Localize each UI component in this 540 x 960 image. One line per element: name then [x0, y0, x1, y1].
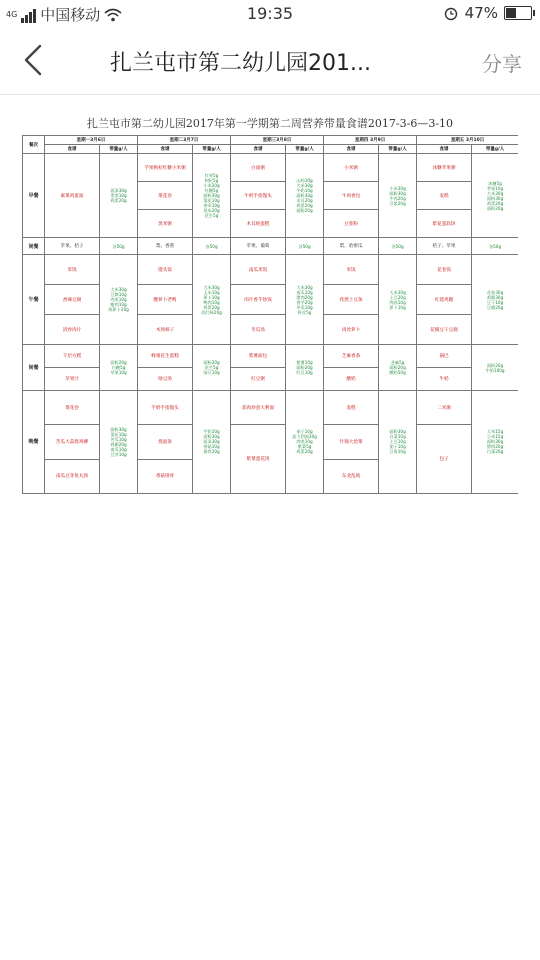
network-type-label: 4G — [6, 10, 18, 19]
amount-line: 牛奶100g — [485, 367, 505, 373]
dish-name: 绿豆汤 — [138, 368, 193, 391]
snack-amount: 各50g — [472, 238, 518, 255]
dish-name: 清炒肉片 — [45, 315, 100, 345]
snack-amount: 各50g — [100, 238, 138, 255]
amount-line: 面粉20g — [296, 365, 313, 370]
amount-line: 鸡蛋20g — [296, 449, 313, 455]
snack-dish: 桔子、苹果 — [417, 238, 472, 255]
amount-line: 鸡蛋20g — [296, 203, 313, 208]
amount-line: 面粉30g — [110, 426, 127, 432]
meal-label: 间餐 — [23, 345, 45, 391]
day-header: 星期五 3月10日 — [417, 136, 518, 145]
amount-line: 土豆10g — [389, 439, 406, 445]
amount-line: 鸡蛋20g — [486, 200, 504, 206]
recipe-header: 食谱 — [45, 145, 100, 154]
amount-line: 瘦肉10g — [110, 302, 127, 307]
dish-name: 小米粥 — [324, 154, 379, 182]
dish-name: 菜花卷 — [138, 182, 193, 210]
alarm-icon — [443, 5, 459, 21]
dish-name: 蜂蜜花生蛋糕 — [138, 345, 193, 368]
amount-line: 茄子10g — [389, 444, 406, 450]
dish-name: 木耳炖蛋糕 — [231, 210, 286, 238]
amount-line: 面粉30g — [203, 193, 220, 198]
dish-name: 肉丝萝卜 — [324, 315, 379, 345]
snack-dish: 苹果、桔子 — [45, 238, 100, 255]
dish-amounts — [472, 154, 518, 238]
amount-line: 苹果10g — [110, 370, 127, 375]
amount-line: 面粉30g — [486, 439, 504, 445]
menu-title: 扎兰屯市第二幼儿园2017年第一学期第二周营养带量食谱2017-3-6—3-10 — [86, 117, 454, 130]
dish-name: 南瓜米饭 — [231, 255, 286, 285]
amount-line: 白菜10g — [389, 434, 406, 440]
amount-header: 带量g/人 — [379, 145, 417, 154]
amount-line: 鸡柳20g — [110, 441, 127, 447]
amount-line: 大米30g — [486, 190, 504, 196]
amount-line: 茄子10g — [296, 429, 313, 435]
amount-line: 面粉30g — [389, 429, 406, 435]
amount-line: 酸奶50g — [389, 370, 406, 375]
dish-amounts — [379, 345, 417, 391]
amount-line: 红枣5g — [204, 173, 219, 178]
dish-name: 千层方糕 — [45, 345, 100, 368]
amount-line: 胡萝卜10g — [108, 307, 129, 312]
dish-name: 芝麻香条 — [324, 345, 379, 368]
dish-amounts — [286, 255, 324, 345]
amount-line: 枸杞5g — [204, 178, 219, 183]
amount-line: 豆角10g — [389, 449, 406, 455]
amount-line: 绿豆10g — [203, 370, 220, 375]
meal-label: 晚餐 — [23, 391, 45, 494]
dish-name: 紫菜蛋花汤 — [231, 425, 286, 494]
meal-label: 早餐 — [23, 154, 45, 238]
dish-name: 白面粥 — [231, 154, 286, 182]
dish-name: 锅巴 — [417, 345, 472, 368]
amount-line: 肉丝10g — [389, 299, 406, 305]
dish-name: 什锦大烩菜 — [324, 425, 379, 459]
amount-line: 豆腐10g — [110, 292, 127, 297]
amount-line: 小米20g — [203, 183, 220, 188]
amount-header: 带量g/人 — [100, 145, 138, 154]
dish-amounts — [100, 391, 138, 494]
recipe-header: 食谱 — [417, 145, 472, 154]
amount-line: 面条30g — [203, 439, 220, 445]
dish-amounts — [379, 255, 417, 345]
amount-line: 山药10g — [296, 178, 313, 183]
amount-line: 面粉20g — [296, 208, 313, 213]
amount-line: 意大利面30g — [292, 434, 317, 440]
snack-dish: 苹果、葡萄 — [231, 238, 286, 255]
amount-line: 鸡蛋20g — [110, 198, 127, 203]
dish-name: 菜花卷 — [45, 391, 100, 425]
amount-line: 面粉20g — [486, 362, 504, 368]
amount-line: 豆干10g — [486, 299, 504, 305]
dish-amounts — [193, 391, 231, 494]
clock-time: 19:35 — [246, 4, 294, 23]
dish-amounts — [286, 345, 324, 391]
amount-line: 牛奶10g — [296, 188, 313, 193]
dish-name: 花卷饭 — [417, 255, 472, 285]
amount-line: 面粉30g — [486, 195, 504, 201]
dish-name: 孜然土豆条 — [324, 285, 379, 315]
dish-name: 苦瓜大蒜烧鸡柳 — [45, 425, 100, 459]
battery-icon — [504, 6, 532, 20]
status-bar — [0, 0, 540, 28]
dish-name: 酸奶 — [324, 368, 379, 391]
amount-line: 小米30g — [389, 185, 406, 191]
menu-table — [22, 135, 518, 494]
amount-line: 紫菜5g — [297, 444, 312, 450]
amount-line: 南瓜10g — [296, 289, 313, 295]
dish-name: 冰糖苹果粥 — [417, 154, 472, 182]
dish-name: 紫花蛋软饼 — [417, 210, 472, 238]
dish-amounts — [193, 345, 231, 391]
dish-name: 香辣豆腐 — [45, 285, 100, 315]
dish-name: 肉片香芋炒饭 — [231, 285, 286, 315]
amount-line: 红糖5g — [204, 188, 219, 193]
amount-line: 白菜20g — [486, 449, 504, 455]
amount-line: 香菇10g — [203, 444, 220, 450]
amount-line: 芝麻5g — [390, 360, 405, 365]
amount-line: 木耳20g — [296, 198, 313, 203]
dish-amounts — [193, 154, 231, 238]
amount-line: 面粉20g — [203, 360, 220, 365]
snack-amount: 各50g — [193, 238, 231, 255]
amount-line: 苦瓜10g — [110, 436, 127, 442]
dish-name: 发糕 — [417, 182, 472, 210]
amount-line: 冰糖5g — [488, 180, 502, 186]
dish-name: 牛奶手指馒头 — [231, 182, 286, 210]
amount-line: 黑米20g — [203, 208, 220, 213]
amount-line: 菜花10g — [110, 431, 127, 437]
dish-amounts — [100, 255, 138, 345]
dish-name: 素菜鸡蛋面 — [45, 154, 100, 238]
status-right — [443, 4, 532, 22]
amount-line: 芋奶10g — [203, 429, 220, 435]
dish-amounts — [100, 345, 138, 391]
dish-amounts — [100, 154, 138, 238]
amount-line: 冬瓜10g — [296, 304, 313, 310]
dish-amounts — [472, 391, 518, 494]
dish-name: 馒头饭 — [138, 255, 193, 285]
amount-line: 豆腐20g — [486, 304, 504, 310]
amount-line: 面粉20g — [389, 365, 406, 370]
dish-name: 米饭 — [45, 255, 100, 285]
amount-line: 香芋20g — [296, 299, 313, 305]
amount-line: 面条30g — [110, 188, 127, 193]
dish-amounts — [286, 391, 324, 494]
amount-line: 菜花10g — [203, 198, 220, 203]
amount-line: 花生5g — [204, 365, 219, 370]
dish-name: 红豆粥 — [231, 368, 286, 391]
amount-line: 西红柿20g — [201, 309, 222, 315]
amount-line: 大米15g — [486, 429, 504, 435]
dish-name: 牛奶 — [417, 368, 472, 391]
dish-name: 南瓜豆芽鱼丸汤 — [45, 459, 100, 493]
amount-line: 南瓜10g — [110, 446, 127, 452]
amount-line: 面粉20g — [110, 360, 127, 365]
amount-line: 紫薯10g — [296, 360, 313, 365]
dish-name: 发糕 — [324, 391, 379, 425]
meal-label: 间餐 — [23, 238, 45, 255]
day-header: 星期一3月6日 — [45, 136, 138, 145]
day-header: 星期四 3月9日 — [324, 136, 417, 145]
menu-document — [22, 113, 518, 518]
amount-line: 大米30g — [110, 287, 127, 292]
amount-line: 虾皮5g — [297, 309, 312, 315]
amount-line: 苹果10g — [486, 185, 504, 191]
day-header: 星期二3月7日 — [138, 136, 231, 145]
amount-line: 蛋类10g — [110, 193, 127, 198]
battery-percent: 47% — [464, 4, 498, 22]
amount-line: 大米30g — [389, 289, 406, 295]
dish-name: 紫薯面包 — [231, 345, 286, 368]
amount-line: 豆芽10g — [110, 451, 127, 457]
carrier-label: 中国移动 — [40, 6, 101, 24]
dish-name: 冬瓜汤 — [231, 315, 286, 345]
dish-name: 黑米粥 — [138, 210, 193, 238]
amount-line: 大米30g — [203, 284, 220, 290]
day-header: 星期三3月8日 — [231, 136, 324, 145]
amount-line: 肉类10g — [110, 297, 127, 302]
amount-line: 鸡蛋20g — [203, 304, 220, 310]
amount-line: 土豆20g — [389, 294, 406, 300]
dish-name: 米饭 — [324, 255, 379, 285]
amount-line: 排骨20g — [203, 449, 220, 455]
amount-line: 鸭肉10g — [203, 299, 220, 305]
amount-line: 面粉20g — [486, 205, 504, 211]
dish-amounts — [193, 255, 231, 345]
amount-line: 牛肉20g — [389, 195, 406, 201]
amount-header: 带量g/人 — [286, 145, 324, 154]
amount-line: 猪肉20g — [296, 294, 313, 300]
amount-line: 面粉30g — [389, 190, 406, 196]
snack-amount: 各50g — [379, 238, 417, 255]
back-arrow-icon[interactable] — [20, 42, 48, 78]
amount-line: 萝卜10g — [389, 304, 406, 310]
snack-dish: 梨、香蕉 — [138, 238, 193, 255]
amount-line: 红豆10g — [296, 370, 313, 375]
dish-name: 酸萝卜老鸭 — [138, 285, 193, 315]
dish-name: 芋果枸杞红糖小米粥 — [138, 154, 193, 182]
recipe-header: 食谱 — [231, 145, 286, 154]
amount-line: 肉类10g — [296, 439, 313, 445]
meal-column-header: 餐次 — [23, 136, 45, 154]
meal-label: 午餐 — [23, 255, 45, 345]
dish-name: 东北乱炖 — [324, 459, 379, 493]
dish-name: 包子 — [417, 425, 472, 494]
amount-line: 小米15g — [486, 434, 504, 440]
dish-amounts — [379, 391, 417, 494]
recipe-header: 食谱 — [138, 145, 193, 154]
amount-line: 豆浆20g — [389, 200, 406, 206]
amount-line: 面粉30g — [296, 193, 313, 198]
amount-line: 大米30g — [296, 284, 313, 290]
dish-name: 茄肉炒意大利面 — [231, 391, 286, 425]
dish-name: 牛肉香包 — [324, 182, 379, 210]
amount-line: 玉米10g — [203, 289, 220, 295]
amount-header: 带量g/人 — [193, 145, 231, 154]
amount-line: 鸡腿30g — [486, 294, 504, 300]
dish-amounts — [472, 345, 518, 391]
amount-line: 香米10g — [203, 203, 220, 208]
amount-line: 白糖5g — [111, 365, 126, 370]
dish-amounts — [379, 154, 417, 238]
recipe-header: 食谱 — [324, 145, 379, 154]
dish-name: 烧面条 — [138, 425, 193, 459]
dish-name: 豆浆粉 — [324, 210, 379, 238]
dish-amounts — [286, 154, 324, 238]
dish-name: 红烧鸡腿 — [417, 285, 472, 315]
dish-name: 木须柿子 — [138, 315, 193, 345]
amount-line: 猪肉20g — [486, 444, 504, 450]
dish-name: 香菇排骨 — [138, 459, 193, 493]
amount-line: 大米30g — [296, 183, 313, 188]
nav-bar — [0, 28, 540, 95]
share-button[interactable]: 分享 — [482, 52, 522, 76]
amount-line: 萝卜10g — [203, 294, 220, 300]
amount-line: 花卷30g — [486, 289, 504, 295]
amount-header: 带量g/人 — [472, 145, 518, 154]
dish-amounts — [472, 255, 518, 345]
dish-name: 花椒豆干豆腐 — [417, 315, 472, 345]
snack-dish: 梨、哈密瓜 — [324, 238, 379, 255]
snack-amount: 各50g — [286, 238, 324, 255]
amount-line: 面粉30g — [203, 434, 220, 440]
amount-line: 花生5g — [204, 213, 219, 218]
dish-name: 芋奶手指馒头 — [138, 391, 193, 425]
dish-name: 苹果汁 — [45, 368, 100, 391]
dish-name: 二米粥 — [417, 391, 472, 425]
page-title: 扎兰屯市第二幼儿园201... — [110, 51, 371, 76]
